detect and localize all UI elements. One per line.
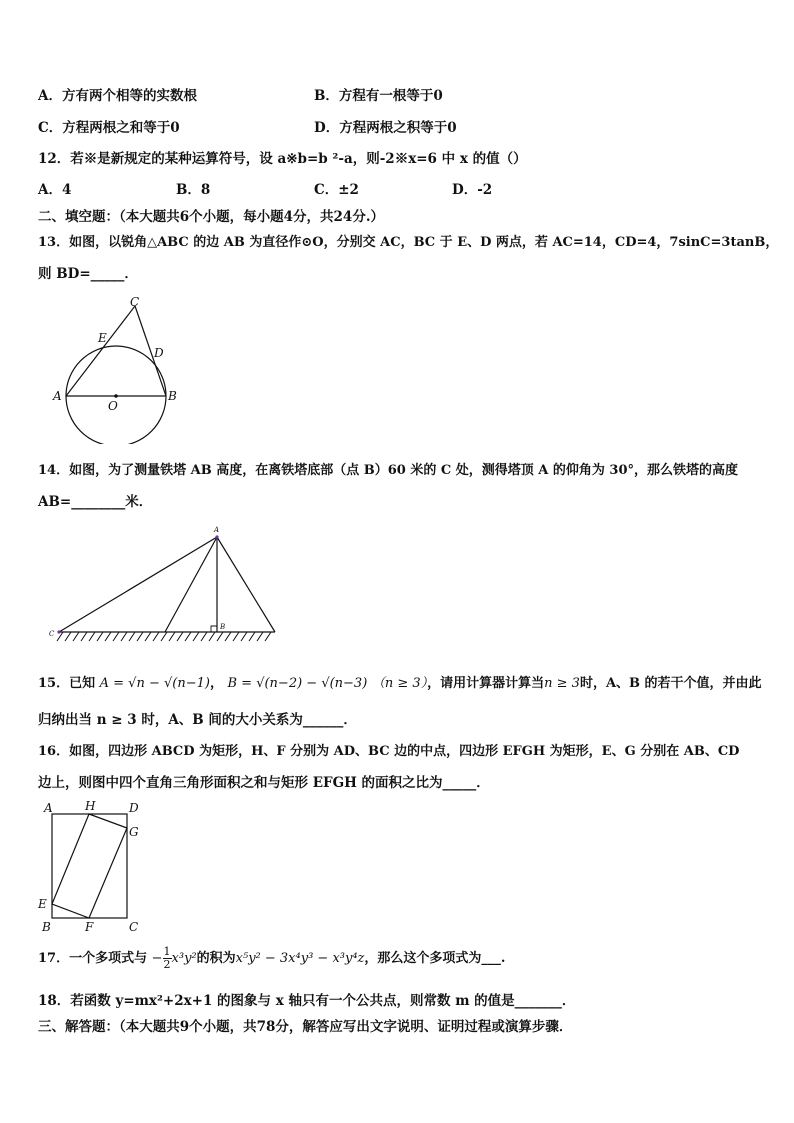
label-c: C	[129, 920, 139, 934]
q17-fraction	[163, 946, 172, 971]
q13-figure	[50, 292, 190, 444]
rectangle-efgh	[52, 814, 127, 918]
point-a	[215, 535, 218, 538]
q13-line-1: 13．如图，以锐角△ABC 的边 AB 为直径作⊙O，分别交 AC，BC 于 E、D 两点，若 AC=14，CD=4，7sinC=3tanB，	[38, 235, 779, 250]
section-3-heading: 三、解答题：（本大题共9个小题，共78分，解答应写出文字说明、证明过程或演算步骤．	[38, 1019, 573, 1035]
label-d: D	[154, 346, 164, 360]
q15-condition: （n ≥ 3）	[371, 676, 428, 691]
q15-line-1: 15．已知 A = √n − √(n−1)， B = √(n−2) − √(n−3) （n ≥ 3），请用计算器计算当n ≥ 3时，A、B 的若干个值，并由此	[38, 676, 762, 691]
q12-stem: 12．若※是新规定的某种运算符号，设 a※b=b ²-a，则-2※x=6 中 x 的值（）	[38, 151, 527, 167]
label-b: B	[220, 623, 226, 631]
q15-n-condition: n ≥ 3	[544, 676, 580, 691]
label-d: D	[129, 801, 139, 815]
q15-mid: ，请用计算器计算当	[427, 676, 545, 691]
label-e: E	[38, 897, 47, 911]
label-b: B	[42, 920, 51, 934]
label-a: A	[44, 801, 53, 815]
q12-option-c: C．±2	[314, 182, 359, 198]
q17-line: 17．一个多项式与 − $\frac{1}{2}$ x³y²的积为x⁵y² − 3x⁴y³ − x³y⁴z，那么这个多项式为___.	[38, 945, 506, 971]
q11-option-b: B．方程有一根等于0	[314, 88, 443, 104]
section-2-heading: 二、填空题：（本大题共6个小题，每小题4分，共24分.）	[38, 209, 385, 225]
center-dot	[114, 394, 118, 398]
fraction-numerator: 1	[163, 945, 171, 958]
rectangle-abcd	[52, 814, 127, 918]
q11-option-d: D．方程两根之积等于0	[314, 120, 457, 136]
label-a: A	[53, 389, 62, 403]
right-angle-mark	[211, 626, 217, 632]
q15-line-2: 归纳出当 n ≥ 3 时，A、B 间的大小关系为______．	[38, 712, 357, 728]
q15-suffix: 时，A、B 的若干个值，并由此	[579, 676, 762, 691]
q14-line-2: AB=________米．	[38, 494, 153, 510]
segment-a-left	[165, 537, 217, 632]
q12-option-a: A．4	[38, 182, 72, 198]
q13-line-2: 则 BD=_____．	[38, 266, 138, 282]
q15-prefix: 15．已知	[38, 676, 96, 691]
q18-line: 18．若函数 y=mx²+2x+1 的图象与 x 轴只有一个公共点，则常数 m 的值是_______．	[38, 993, 576, 1009]
fraction-denominator: 2	[163, 958, 171, 971]
q17-product: x⁵y² − 3x⁴y³ − x³y⁴z	[235, 951, 365, 966]
q17-prefix: 17．一个多项式与	[38, 951, 148, 966]
q12-option-b: B．8	[176, 182, 211, 198]
q16-figure	[34, 798, 146, 938]
label-e: E	[98, 331, 107, 345]
segment-ac	[66, 306, 135, 396]
label-f: F	[85, 920, 94, 934]
label-c: C	[49, 630, 55, 638]
segment-a-right	[217, 537, 275, 632]
q17-term: x³y²	[171, 951, 197, 966]
label-c: C	[130, 295, 140, 309]
q16-line-2: 边上，则图中四个直角三角形面积之和与矩形 EFGH 的面积之比为_____．	[38, 775, 490, 791]
q15-a-expression: A = √n − √(n−1)	[99, 676, 210, 691]
q11-option-c: C．方程两根之和等于0	[38, 120, 180, 136]
label-o: O	[108, 399, 118, 413]
label-h: H	[85, 799, 96, 813]
label-b: B	[168, 389, 177, 403]
q11-option-a: A．方有两个相等的实数根	[38, 88, 197, 104]
point-c	[57, 630, 60, 633]
q16-line-1: 16．如图，四边形 ABCD 为矩形，H、F 分别为 AD、BC 边的中点，四边形 EFGH 为矩形，E、G 分别在 AB、CD	[38, 744, 740, 759]
segment-ca	[59, 537, 217, 632]
ground-hatching	[57, 632, 271, 641]
q17-mid: 的积为	[196, 951, 236, 966]
q14-figure	[45, 522, 285, 647]
label-a: A	[214, 526, 220, 534]
q14-line-1: 14．如图，为了测量铁塔 AB 高度，在离铁塔底部（点 B）60 米的 C 处，测得塔顶 A 的仰角为 30°，那么铁塔的高度	[38, 463, 739, 478]
q15-b-expression: B = √(n−2) − √(n−3)	[227, 676, 368, 691]
q17-suffix: ，那么这个多项式为___.	[364, 951, 506, 966]
q12-option-d: D．-2	[452, 182, 493, 198]
label-g: G	[129, 825, 139, 839]
